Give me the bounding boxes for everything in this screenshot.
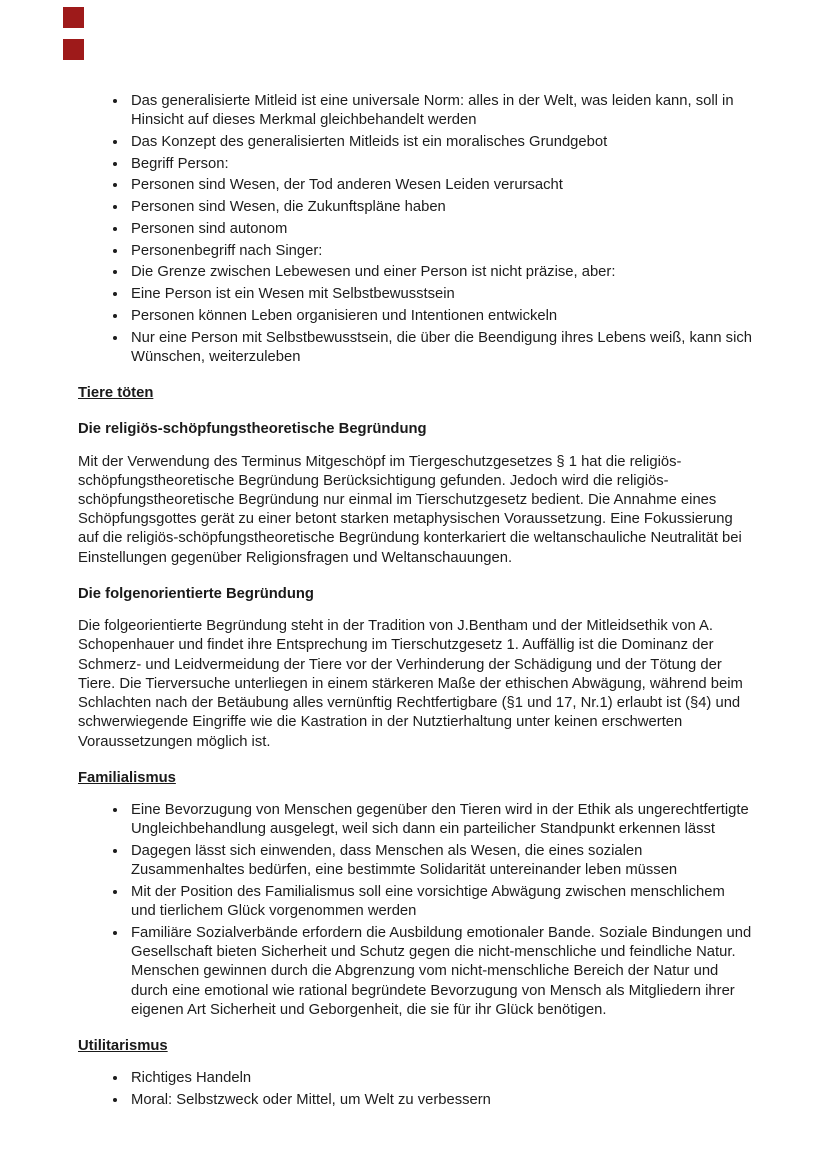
section-heading: Die religiös-schöpfungstheoretische Begründung <box>78 421 427 438</box>
bullet-item: • Personen sind Wesen, die Zukunftspläne haben <box>128 198 752 217</box>
bullet-item: • Mit der Position des Familialismus soll eine vorsichtige Abwägung zwischen menschlichem und tierlichem Glück vorgenommen werden <box>128 883 752 921</box>
section-heading: Familialismus <box>78 769 176 786</box>
section-heading: Die folgenorientierte Begründung <box>78 585 314 602</box>
bullet-item: • Das generalisierte Mitleid ist eine universale Norm: alles in der Welt, was leiden kann, soll in Hinsicht auf dieses Merkmal gleichbehandelt werden <box>128 92 752 130</box>
bullet-list <box>78 1069 752 1110</box>
paragraph: Mit der Verwendung des Terminus Mitgeschöpf im Tiergeschutzgesetzes § 1 hat die religiös-schöpfungstheoretische Begründung Berücksichtigung gefunden. Jedoch wird die religiös-schöpfungstheoretische Begründung nur einmal im Tierschutzgesetz bedient. Die Annahme eines Schöpfungsgottes gerät zu einer betont starken metaphysischen Voraussetzung. Eine Fokussierung auf die religiös-schöpfungstheoretische Begründung konterkariert die weltanschauliche Neutralität bei Einstellungen gegenüber Religionsfragen und Weltanschauungen. <box>78 453 742 566</box>
bullet-item: • Eine Bevorzugung von Menschen gegenüber den Tieren wird in der Ethik als ungerechtfertigte Ungleichbehandlung ausgelegt, weil sich dann ein parteilicher Standpunkt erkennen lässt <box>128 801 752 839</box>
bullet-item: • Richtiges Handeln <box>128 1069 752 1088</box>
bullet-list <box>78 801 752 1020</box>
bullet-item: • Personen sind autonom <box>128 220 752 239</box>
section-heading: Tiere töten <box>78 385 154 402</box>
bullet-item: • Personenbegriff nach Singer: <box>128 242 752 261</box>
bullet-item: • Dagegen lässt sich einwenden, dass Menschen als Wesen, die eines sozialen Zusammenhaltes bedürfen, eine bestimmte Solidarität untereinander leben müssen <box>128 842 752 880</box>
bullet-item: • Familiäre Sozialverbände erfordern die Ausbildung emotionaler Bande. Soziale Bindungen und Gesellschaft bieten Sicherheit und Schutz gegen die nicht-menschliche und feindliche Natur. Menschen gewinnen durch die Abgrenzung vom nicht-menschliche Bereich der Natur und durch eine emotional wie rational begründete Bevorzugung von Mensch als Mitgliedern ihrer eigenen Art Sicherheit und Geborgenheit, die sie für ihr Glück benötigen. <box>128 924 752 1020</box>
section-heading: Utilitarismus <box>78 1038 168 1055</box>
bullet-list <box>78 92 752 367</box>
bullet-item: • Begriff Person: <box>128 155 752 174</box>
red-square-marker <box>63 7 84 28</box>
bullet-item: • Die Grenze zwischen Lebewesen und einer Person ist nicht präzise, aber: <box>128 263 752 282</box>
bullet-item: • Nur eine Person mit Selbstbewusstsein, die über die Beendigung ihres Lebens weiß, kann sich Wünschen, weiterzuleben <box>128 329 752 367</box>
bullet-item: • Moral: Selbstzweck oder Mittel, um Welt zu verbessern <box>128 1091 752 1110</box>
bullet-item: • Personen können Leben organisieren und Intentionen entwickeln <box>128 307 752 326</box>
bullet-item: • Eine Person ist ein Wesen mit Selbstbewusstsein <box>128 285 752 304</box>
bullet-item: • Personen sind Wesen, der Tod anderen Wesen Leiden verursacht <box>128 176 752 195</box>
document-content <box>78 92 752 1116</box>
red-square-marker <box>63 39 84 60</box>
bullet-item: • Das Konzept des generalisierten Mitleids ist ein moralisches Grundgebot <box>128 133 752 152</box>
paragraph: Die folgeorientierte Begründung steht in der Tradition von J.Bentham und der Mitleidsethik von A. Schopenhauer und findet ihre Entsprechung im Tierschutzgesetz 1. Auffällig ist die Dominanz der Schmerz- und Leidvermeidung der Tiere vor der Verhinderung der Schädigung und der Tötung der Tiere. Die Tierversuche unterliegen in einem stärkeren Maße der ethischen Abwägung, während beim Schlachten nach der Betäubung alles vernünftig Rechtfertigbare (§1 und 17, Nr.1) erlaubt ist (§4) und schwerwiegende Eingriffe wie die Kastration in der Nutztierhaltung unter keinen erschwerten Voraussetzungen möglich ist. <box>78 618 743 750</box>
